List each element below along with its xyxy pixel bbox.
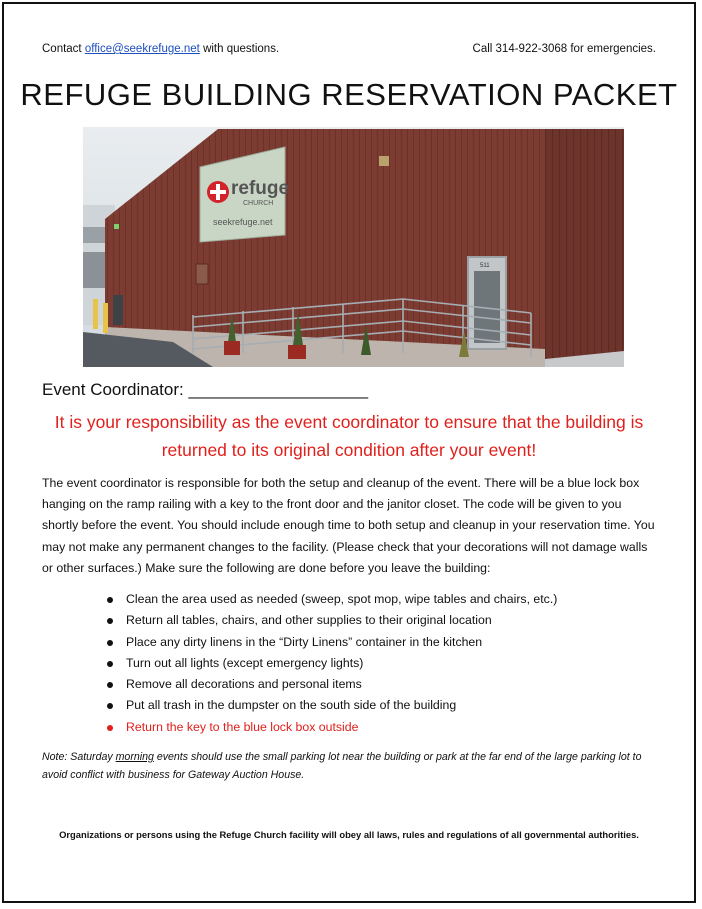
list-item: Return all tables, chairs, and other supplies to their original location xyxy=(104,610,557,631)
parking-note: Note: Saturday morning events should use the small parking lot near the building or park at the far end of the large parking lot to avoid conflict with business for Gateway Auction House. xyxy=(42,751,642,781)
instructions-paragraph: The event coordinator is responsible for both the setup and cleanup of the event. There will be a blue lock box hanging on the ramp railing with a key to the front door and the janitor closet. The code will be given to you shortly before the event. You should include enough time to both setup and cleanup in your reservation time. You may not make any permanent changes to the facility. (Please check that your decorations will not damage walls or other surfaces.) Make sure the following are done before you leave the building: xyxy=(42,476,655,575)
list-item: Turn out all lights (except emergency lights) xyxy=(104,653,557,674)
contact-email-link[interactable]: office@seekrefuge.net xyxy=(84,43,200,55)
contact-text: Contact office@seekrefuge.net with questions. xyxy=(42,43,280,55)
list-item: Remove all decorations and personal items xyxy=(104,674,557,695)
sign-brand-text: refuge xyxy=(231,178,290,199)
list-item: Place any dirty linens in the “Dirty Linens” container in the kitchen xyxy=(104,632,557,653)
sign-sub-text: CHURCH xyxy=(243,200,274,207)
cleanup-checklist xyxy=(104,589,557,738)
list-item-return-key: Return the key to the blue lock box outside xyxy=(104,717,557,738)
responsibility-notice: It is your responsibility as the event coordinator to ensure that the building is returned to its original condition after your event! xyxy=(54,412,644,460)
building-photo xyxy=(83,127,624,367)
event-coordinator-line: Event Coordinator: ___________________ xyxy=(42,380,369,399)
list-item: Put all trash in the dumpster on the south side of the building xyxy=(104,695,557,716)
sign-url-text: seekrefuge.net xyxy=(213,217,273,227)
legal-footer: Organizations or persons using the Refuge Church facility will obey all laws, rules and regulations of all governmental authorities. xyxy=(59,829,639,840)
door-number: 511 xyxy=(480,263,490,269)
list-item: Clean the area used as needed (sweep, spot mop, wipe tables and chairs, etc.) xyxy=(104,589,557,610)
emergency-text: Call 314-922-3068 for emergencies. xyxy=(472,43,656,55)
note-underlined-word: morning xyxy=(115,751,154,763)
page-title: REFUGE BUILDING RESERVATION PACKET xyxy=(20,77,678,112)
document-page xyxy=(2,2,696,903)
contact-row xyxy=(42,43,656,55)
